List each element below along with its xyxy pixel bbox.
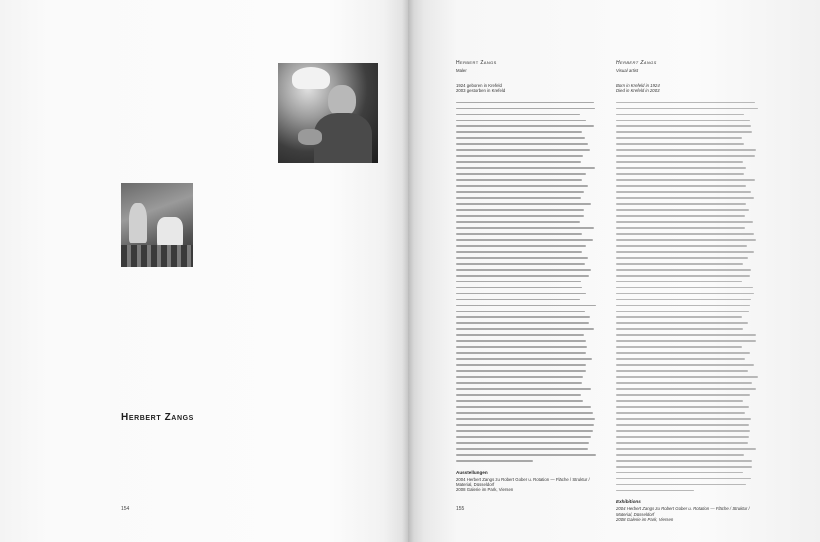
text-line: [616, 478, 751, 480]
text-line: [616, 185, 746, 187]
text-line: [456, 149, 590, 151]
english-born: Born in Krefeld in 1924: [616, 83, 660, 89]
text-line: [616, 466, 752, 468]
text-line: [616, 191, 751, 193]
text-line: [456, 161, 581, 163]
artist-portrait-photo: [278, 63, 378, 163]
english-died: Died in Krefeld in 2003: [616, 88, 660, 94]
german-exhibition-item: 2008 Galerie im Park, Viersen: [456, 486, 514, 492]
text-line: [616, 281, 742, 283]
text-line: [456, 155, 583, 157]
text-line: [456, 173, 586, 175]
text-line: [616, 358, 745, 360]
german-artist-name: Herbert Zangs: [456, 60, 497, 66]
text-line: [616, 322, 748, 324]
german-died: 2003 gestorben in Krefeld: [456, 88, 506, 94]
text-line: [616, 490, 694, 492]
text-line: [456, 281, 581, 283]
text-line: [616, 137, 742, 139]
german-life-dates: [456, 83, 596, 93]
text-line: [456, 263, 585, 265]
text-line: [456, 245, 586, 247]
text-line: [456, 382, 582, 384]
text-line: [616, 197, 754, 199]
text-line: [456, 400, 583, 402]
text-line: [456, 197, 581, 199]
text-line: [616, 460, 752, 462]
text-line: [616, 227, 745, 229]
text-line: [456, 131, 582, 133]
studio-photo: [121, 183, 193, 267]
text-line: [456, 364, 586, 366]
text-line: [456, 430, 593, 432]
text-line: [456, 305, 596, 307]
text-line: [616, 400, 743, 402]
text-line: [456, 191, 584, 193]
text-line: [616, 203, 746, 205]
text-line: [616, 215, 745, 217]
text-line: [616, 334, 756, 336]
text-line: [616, 114, 744, 116]
text-line: [616, 125, 751, 127]
text-line: [456, 102, 594, 104]
text-line: [616, 131, 752, 133]
text-line: [456, 418, 595, 420]
english-column: [616, 60, 758, 522]
text-line: [616, 382, 752, 384]
text-line: [456, 293, 586, 295]
text-line: [456, 251, 582, 253]
text-line: [456, 227, 594, 229]
text-line: [616, 287, 753, 289]
text-line: [616, 472, 743, 474]
text-line: [616, 161, 743, 163]
text-line: [456, 221, 580, 223]
text-line: [616, 179, 755, 181]
text-line: [616, 448, 756, 450]
text-line: [456, 239, 593, 241]
text-line: [616, 340, 756, 342]
text-line: [616, 442, 748, 444]
text-line: [616, 155, 755, 157]
text-line: [616, 149, 756, 151]
text-line: [616, 275, 750, 277]
text-line: [456, 328, 594, 330]
text-line: [616, 454, 744, 456]
studio-figure: [129, 203, 147, 243]
portrait-body: [314, 113, 372, 163]
text-line: [456, 311, 585, 313]
text-line: [616, 143, 744, 145]
text-line: [456, 143, 588, 145]
text-line: [456, 460, 533, 462]
text-line: [456, 185, 588, 187]
english-exhibitions-heading: Exhibitions: [616, 499, 641, 505]
text-line: [456, 454, 596, 456]
text-line: [456, 388, 591, 390]
text-line: [456, 275, 589, 277]
text-line: [456, 442, 589, 444]
text-line: [616, 305, 750, 307]
artist-name-heading: Herbert Zangs: [121, 412, 194, 423]
text-line: [456, 287, 582, 289]
text-line: [616, 346, 742, 348]
text-line: [456, 269, 591, 271]
german-role: Maler: [456, 68, 467, 73]
text-line: [456, 167, 595, 169]
text-line: [616, 352, 750, 354]
text-line: [616, 328, 743, 330]
text-line: [456, 233, 582, 235]
text-line: [616, 424, 749, 426]
text-line: [456, 436, 591, 438]
page-number-right: 155: [456, 506, 465, 512]
text-line: [456, 257, 588, 259]
german-biography-text: [456, 102, 596, 462]
text-line: [616, 293, 754, 295]
text-line: [616, 484, 746, 486]
text-line: [456, 358, 592, 360]
text-line: [456, 125, 594, 127]
text-line: [456, 322, 589, 324]
text-line: [456, 448, 588, 450]
english-role: Visual artist: [616, 68, 639, 73]
text-line: [616, 299, 751, 301]
text-line: [616, 245, 747, 247]
text-line: [456, 406, 591, 408]
text-line: [616, 209, 749, 211]
text-line: [456, 179, 582, 181]
text-line: [616, 436, 749, 438]
text-line: [456, 346, 587, 348]
english-exhibition-item: 2004 Herbert Zangs zu Robert Gober u. Rotation — Fläche / Struktur / Material, Düsseldorf: [616, 506, 750, 517]
left-page: [0, 0, 408, 542]
text-line: [616, 394, 750, 396]
text-line: [456, 215, 584, 217]
text-line: [456, 352, 586, 354]
portrait-hand: [298, 129, 322, 145]
text-line: [456, 203, 591, 205]
text-line: [616, 406, 749, 408]
text-line: [456, 370, 586, 372]
text-line: [616, 120, 750, 122]
text-line: [456, 424, 594, 426]
text-line: [456, 412, 593, 414]
text-line: [616, 269, 751, 271]
text-line: [616, 173, 744, 175]
text-line: [456, 340, 586, 342]
text-line: [616, 102, 755, 104]
book-gutter: [402, 0, 414, 542]
text-line: [456, 376, 583, 378]
text-line: [456, 334, 584, 336]
german-born: 1924 geboren in Krefeld: [456, 83, 502, 89]
text-line: [616, 430, 750, 432]
studio-floor: [121, 245, 193, 267]
page-number-left: 154: [121, 506, 130, 512]
text-line: [616, 263, 743, 265]
german-exhibitions-heading: Ausstellungen: [456, 469, 488, 475]
text-line: [456, 137, 585, 139]
english-biography-text: [616, 102, 758, 492]
text-line: [456, 299, 580, 301]
text-line: [616, 388, 756, 390]
text-line: [616, 364, 754, 366]
german-exhibition-item: 2004 Herbert Zangs zu Robert Gober u. Rotation — Fläche / Struktur / Material, Düsseldorf: [456, 476, 590, 487]
text-line: [616, 370, 748, 372]
text-line: [456, 209, 584, 211]
text-line: [456, 394, 581, 396]
english-artist-name: Herbert Zangs: [616, 60, 657, 66]
text-line: [616, 167, 746, 169]
text-line: [616, 108, 758, 110]
english-exhibition-item: 2008 Galerie im Park, Viersen: [616, 516, 674, 522]
text-line: [456, 120, 586, 122]
text-line: [456, 108, 595, 110]
text-line: [616, 233, 754, 235]
english-life-dates: [616, 83, 758, 93]
text-line: [616, 412, 745, 414]
text-line: [616, 418, 751, 420]
text-line: [616, 251, 754, 253]
text-line: [616, 257, 748, 259]
text-line: [616, 376, 758, 378]
text-line: [616, 221, 753, 223]
lamp-shade: [292, 67, 330, 89]
text-line: [456, 114, 580, 116]
text-line: [616, 239, 756, 241]
text-line: [456, 316, 590, 318]
german-column: [456, 60, 596, 492]
text-line: [616, 316, 742, 318]
text-line: [616, 311, 749, 313]
